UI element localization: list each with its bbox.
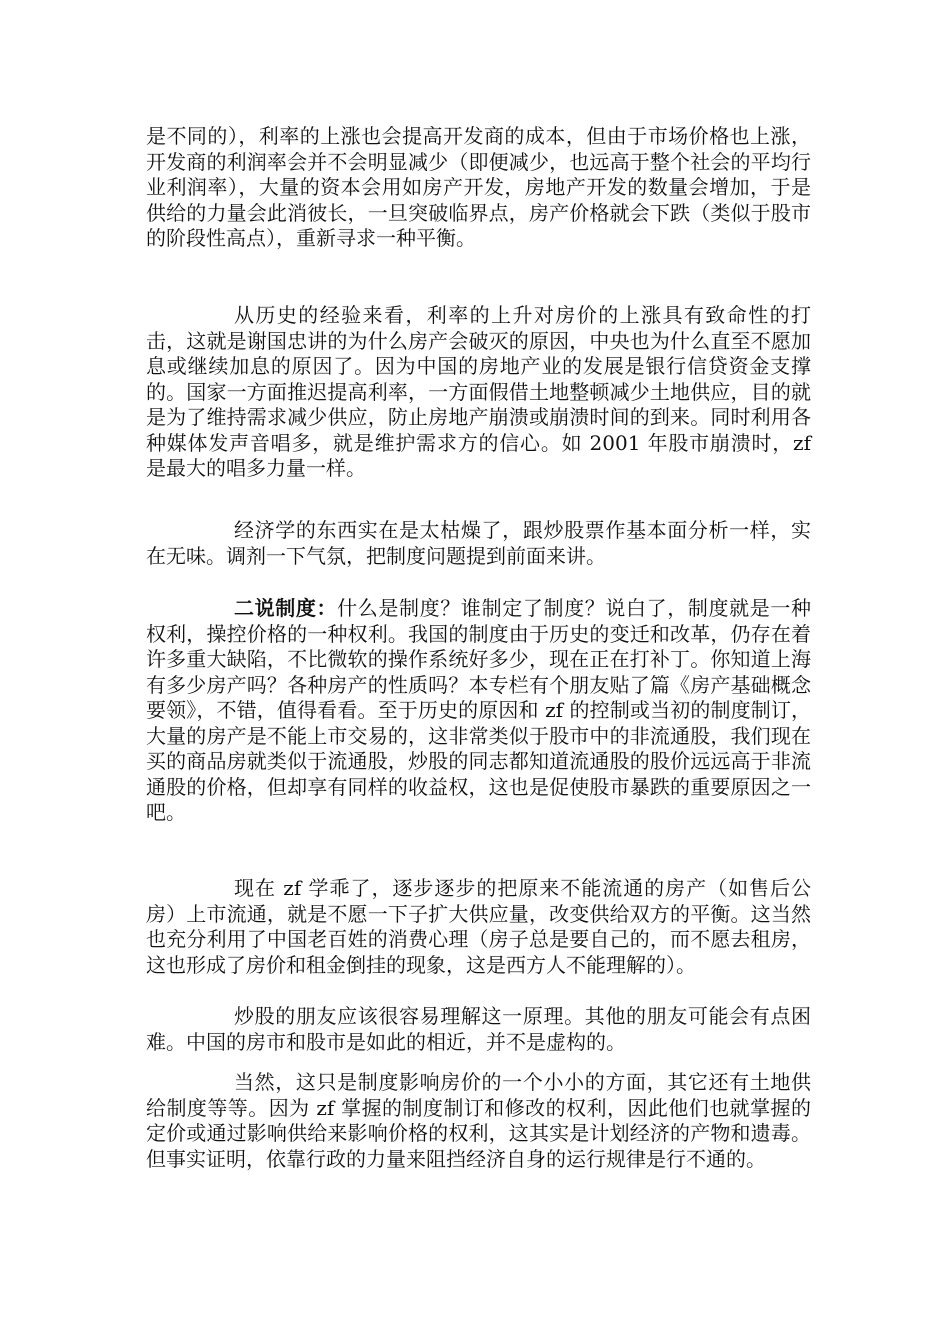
- paragraph-conclusion: 当然，这只是制度影响房价的一个小小的方面，其它还有土地供给制度等等。因为 zf 掌握的制度制订和修改的权利，因此他们也就掌握的定价或通过影响供给来影响价格的权利，这其实是计划经济的产物和遗毒。但事实证明，依靠行政的力量来阻挡经济自身的运行规律是行不通的。: [146, 1070, 811, 1171]
- paragraph-stock-friends: 炒股的朋友应该很容易理解这一原理。其他的朋友可能会有点困难。中国的房市和股市是如此的相近，并不是虚构的。: [146, 1004, 811, 1054]
- section-body-system: 什么是制度？谁制定了制度？说白了，制度就是一种权利，操控价格的一种权利。我国的制度由于历史的变迁和改革，仍存在着许多重大缺陷，不比微软的操作系统好多少，现在正在打补丁。你知道上海有多少房产吗？各种房产的性质吗？本专栏有个朋友贴了篇《房产基础概念要领》，不错，值得看看。至于历史的原因和 zf 的控制或当初的制度制订，大量的房产是不能上市交易的，这非常类似于股市中的非流通股，我们现在买的商品房就类似于流通股，炒股的同志都知道流通股的股价远远高于非流通股的价格，但却享有同样的收益权，这也是促使股市暴跌的重要原因之一吧。: [146, 596, 812, 824]
- section-heading-system: 二说制度：: [234, 596, 338, 620]
- paragraph-history-experience: 从历史的经验来看，利率的上升对房价的上涨具有致命性的打击，这就是谢国忠讲的为什么房产会破灭的原因，中央也为什么直至不愿加息或继续加息的原因了。因为中国的房地产业的发展是银行信贷资金支撑的。国家一方面推迟提高利率，一方面假借土地整顿减少土地供应，目的就是为了维持需求减少供应，防止房地产崩溃或崩溃时间的到来。同时利用各种媒体发声音唱多，就是维护需求方的信心。如 2001 年股市崩溃时，zf 是最大的唱多力量一样。: [146, 303, 811, 480]
- paragraph-economics-boring: 经济学的东西实在是太枯燥了，跟炒股票作基本面分析一样，实在无味。调剂一下气氛，把制度问题提到前面来讲。: [146, 518, 811, 568]
- paragraph-continuation: 是不同的），利率的上涨也会提高开发商的成本，但由于市场价格也上涨，开发商的利润率会并不会明显减少（即便减少，也远高于整个社会的平均行业利润率），大量的资本会用如房产开发，房地产开发的数量会增加，于是供给的力量会此消彼长，一旦突破临界点，房产价格就会下跌（类似于股市的阶段性高点），重新寻求一种平衡。: [146, 124, 811, 250]
- paragraph-system-section: [146, 596, 811, 826]
- paragraph-zf-market: 现在 zf 学乖了，逐步逐步的把原来不能流通的房产（如售后公房）上市流通，就是不愿一下子扩大供应量，改变供给双方的平衡。这当然也充分利用了中国老百姓的消费心理（房子总是要自己的，而不愿去租房，这也形成了房价和租金倒挂的现象，这是西方人不能理解的）。: [146, 876, 811, 977]
